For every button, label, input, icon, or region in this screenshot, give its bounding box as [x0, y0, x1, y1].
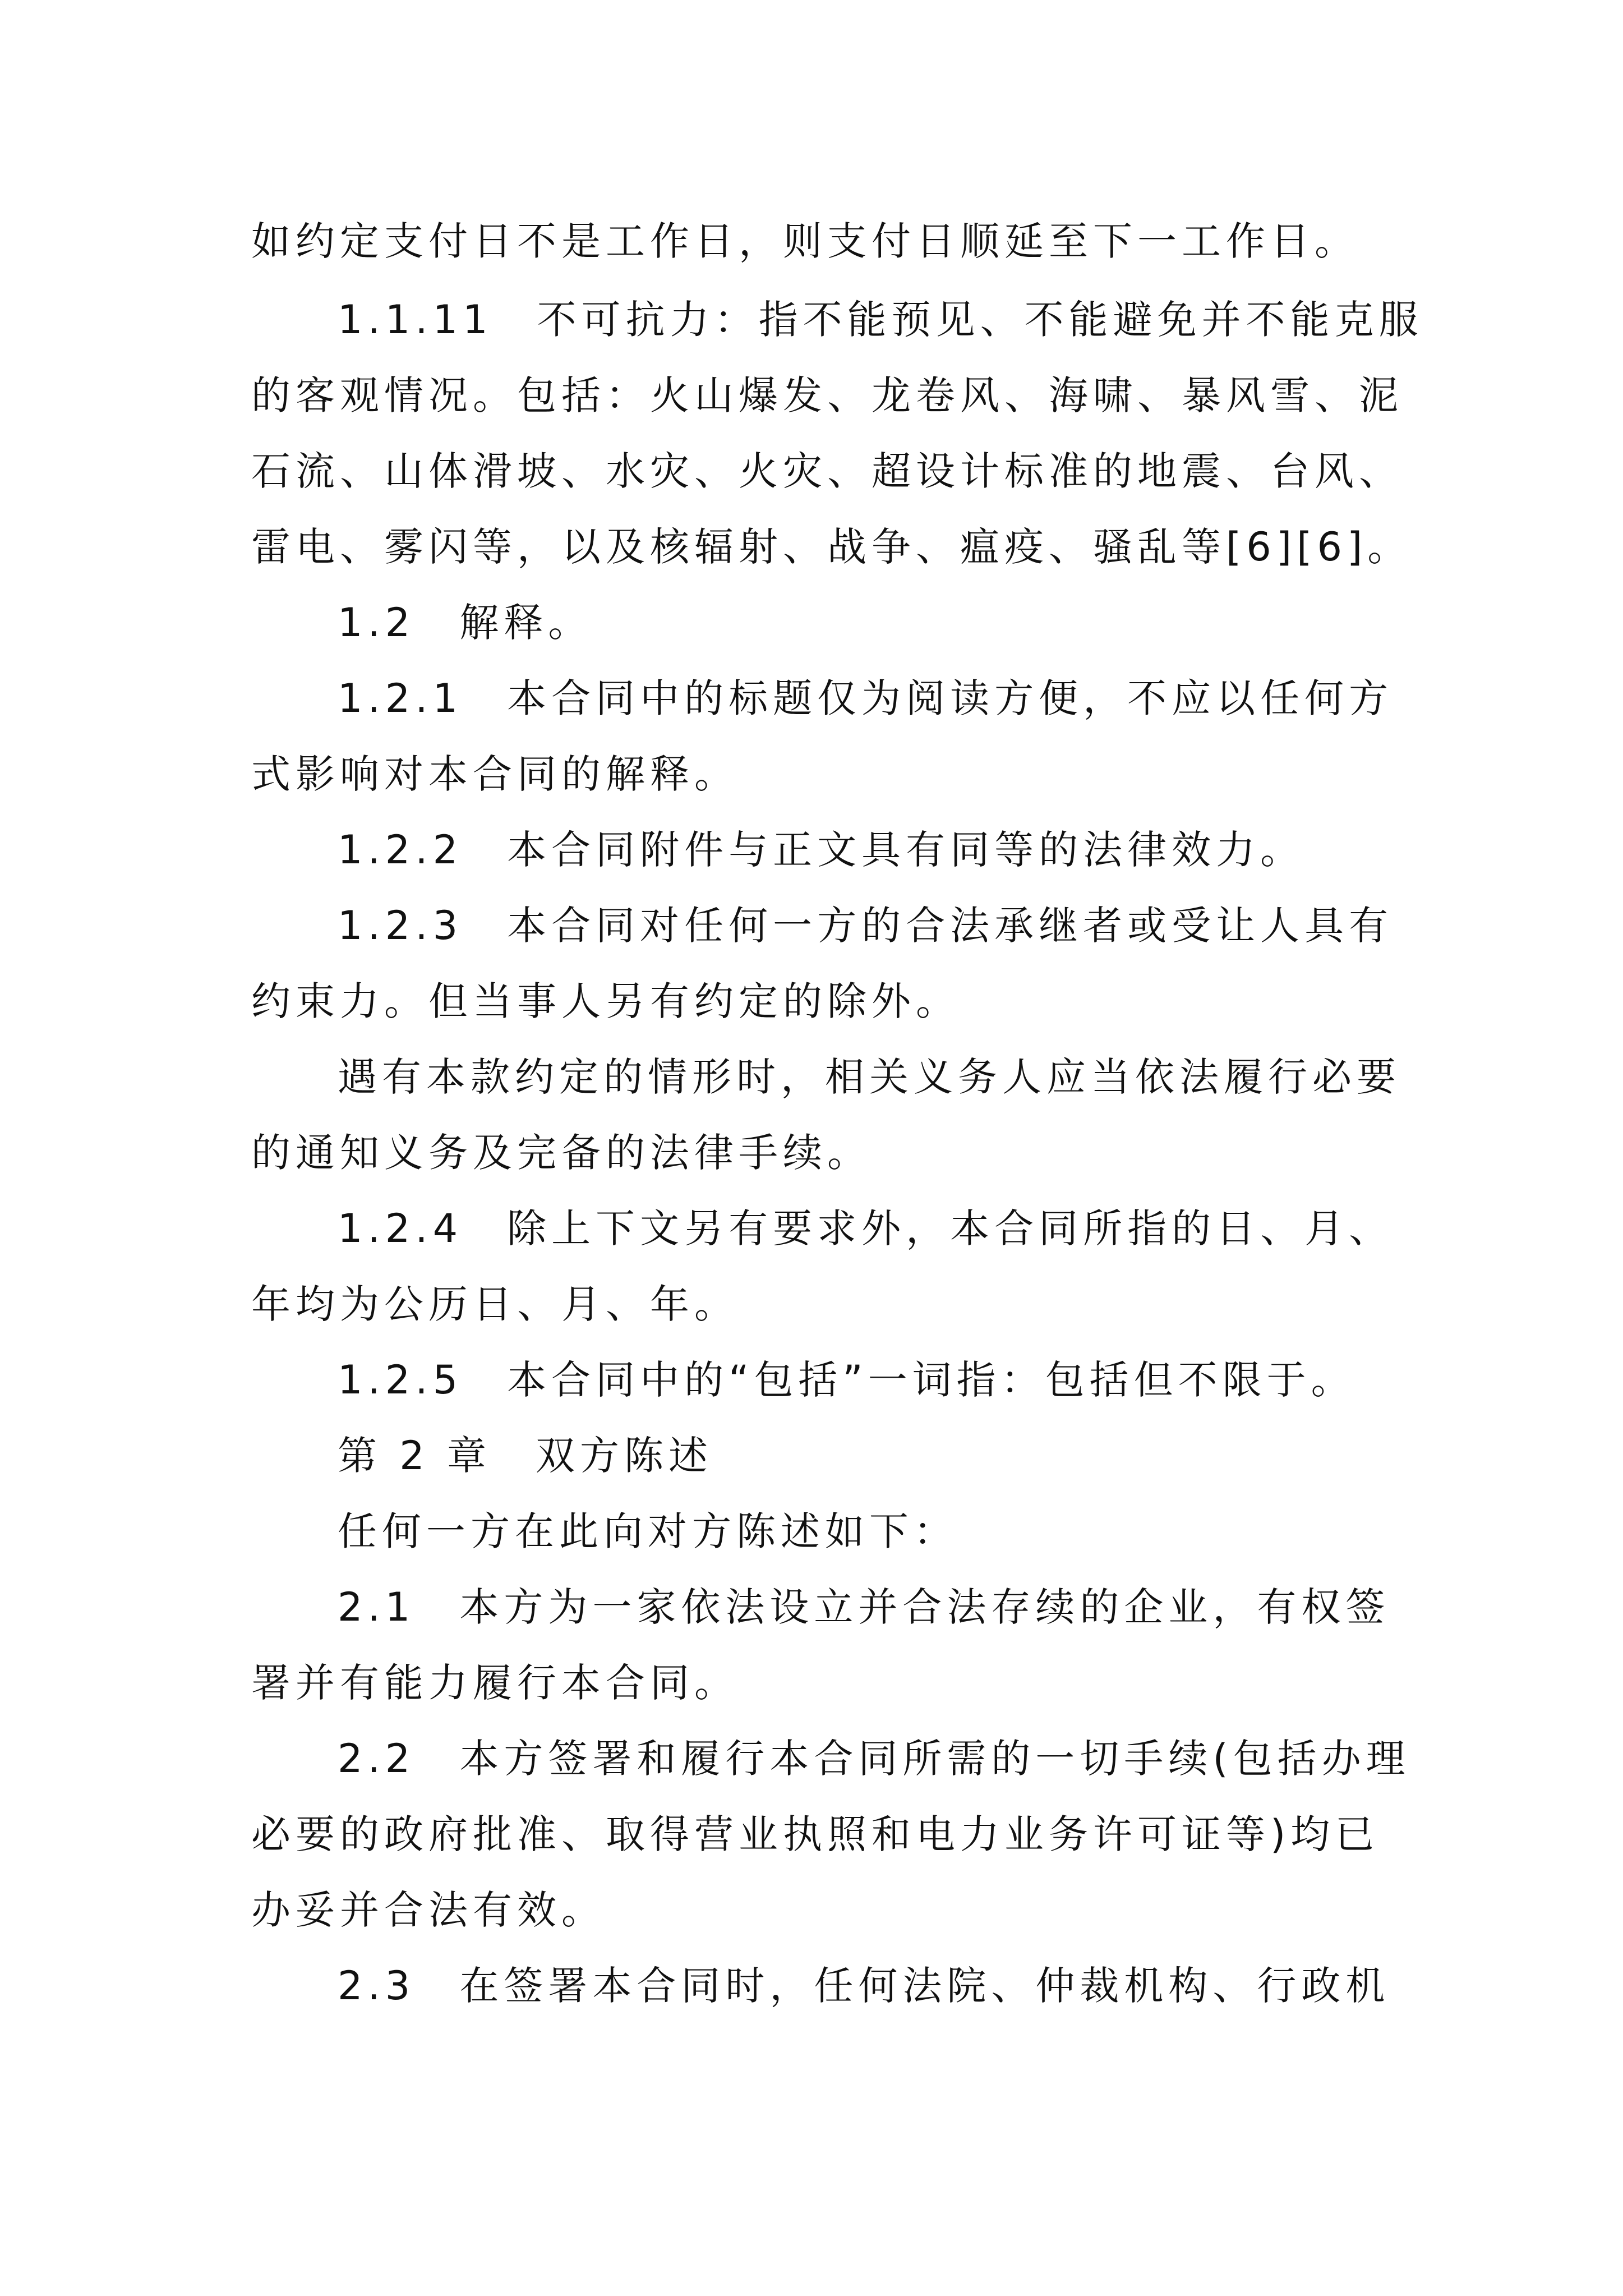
text-line: 2.2 本方签署和履行本合同所需的一切手续(包括办理 — [338, 1736, 1410, 1782]
text-line: 遇有本款约定的情形时，相关义务人应当依法履行必要 — [338, 1054, 1401, 1100]
text-line: 式影响对本合同的解释。 — [251, 751, 739, 797]
text-line: 年均为公历日、月、年。 — [251, 1281, 739, 1327]
text-line: 的通知义务及完备的法律手续。 — [251, 1130, 872, 1176]
section-heading: 1.2 解释。 — [338, 600, 593, 646]
text-line: 2.1 本方为一家依法设立并合法存续的企业，有权签 — [338, 1584, 1390, 1630]
text-line: 1.1.11 不可抗力：指不能预见、不能避免并不能克服 — [338, 297, 1423, 343]
text-line: 办妥并合法有效。 — [251, 1887, 606, 1933]
text-line: 1.2.5 本合同中的“包括”一词指：包括但不限于。 — [338, 1357, 1355, 1403]
chapter-heading: 第 2 章 双方陈述 — [338, 1433, 713, 1479]
text-line: 1.2.4 除上下文另有要求外，本合同所指的日、月、 — [338, 1205, 1394, 1251]
text-line: 石流、山体滑坡、水灾、火灾、超设计标准的地震、台风、 — [251, 448, 1403, 494]
text-line: 1.2.3 本合同对任何一方的合法承继者或受让人具有 — [338, 903, 1394, 949]
text-line: 任何一方在此向对方陈述如下： — [338, 1508, 958, 1554]
text-line: 2.3 在签署本合同时，任何法院、仲裁机构、行政机 — [338, 1963, 1390, 2009]
text-line: 1.2.2 本合同附件与正文具有同等的法律效力。 — [338, 827, 1305, 873]
text-line: 约束力。但当事人另有约定的除外。 — [251, 978, 960, 1024]
text-line: 署并有能力履行本合同。 — [251, 1660, 739, 1706]
text-line: 如约定支付日不是工作日，则支付日顺延至下一工作日。 — [251, 218, 1359, 264]
text-line: 1.2.1 本合同中的标题仅为阅读方便，不应以任何方 — [338, 675, 1394, 721]
text-line: 的客观情况。包括：火山爆发、龙卷风、海啸、暴风雪、泥 — [251, 372, 1403, 418]
text-line: 必要的政府批准、取得营业执照和电力业务许可证等)均已 — [251, 1811, 1380, 1857]
text-line: 雷电、雾闪等，以及核辐射、战争、瘟疫、骚乱等[6][6]。 — [251, 524, 1412, 570]
